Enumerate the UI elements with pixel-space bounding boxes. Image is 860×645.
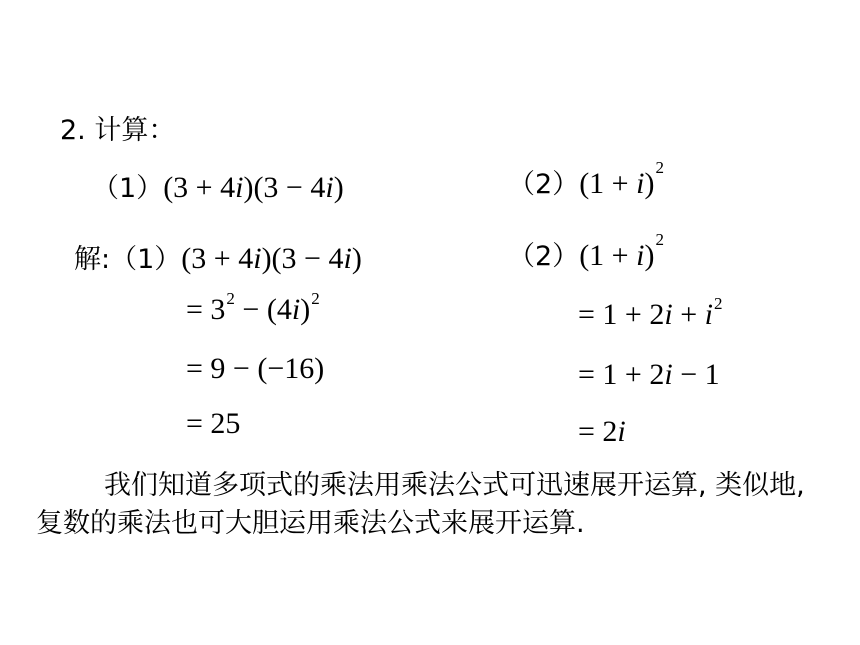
section-title: 2. 计算： xyxy=(60,115,176,146)
solution-lead: 解: xyxy=(74,244,111,275)
problem-2 xyxy=(508,158,664,201)
solution-1-label: （1） xyxy=(110,244,182,275)
solution-1-header xyxy=(74,237,362,276)
problem-1-expression: (3 + 4i)(3 − 4i) xyxy=(163,171,344,204)
solution-2-line-3: = 2i xyxy=(578,415,626,448)
problem-1 xyxy=(92,166,344,205)
problem-2-expression: $(1 + i)^2$ xyxy=(579,158,664,200)
problem-1-label: （1） xyxy=(92,173,164,204)
solution-1-line-3: = 25 xyxy=(186,407,241,440)
explanation-paragraph xyxy=(36,467,816,543)
solution-2-header xyxy=(508,230,664,273)
solution-1-line-0: (3 + 4i)(3 − 4i) xyxy=(181,242,362,275)
paragraph-text: 我们知道多项式的乘法用乘法公式可迅速展开运算, 类似地, 复数的乘法也可大胆运用乘法公式来展开运算. xyxy=(36,470,805,539)
solution-2-line-0: $(1 + i)^2$ xyxy=(579,230,664,272)
solution-1-line-1: = $3^2 - (4i)^2$ xyxy=(186,289,320,326)
solution-1-line-2: = 9 − (−16) xyxy=(186,352,325,385)
problem-2-label: （2） xyxy=(508,169,580,200)
solution-2-line-1: = $1 + 2i + i^2$ xyxy=(578,294,723,331)
solution-2-line-2: = 1 + 2i − 1 xyxy=(578,358,720,391)
solution-2-label: （2） xyxy=(508,241,580,272)
